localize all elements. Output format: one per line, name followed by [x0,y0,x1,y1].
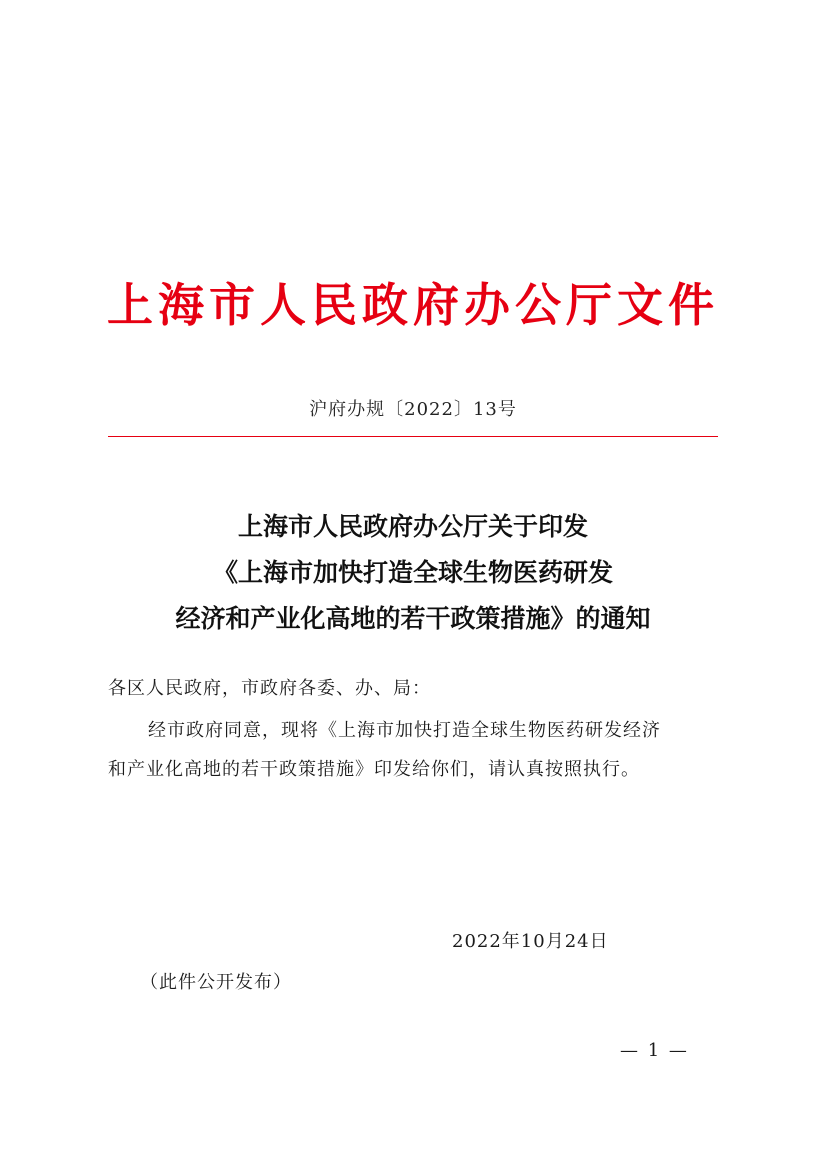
document-title [0,504,826,642]
salutation: 各区人民政府，市政府各委、办、局： [108,678,431,699]
publish-note: （此件公开发布） [140,972,292,993]
title-line: 经济和产业化高地的若干政策措施》的通知 [175,604,651,633]
document-number: 沪府办规〔2022〕13号 [309,399,517,420]
issuer-header: 上海市人民政府办公厅文件 [107,278,719,332]
paragraph-line: 和产业化高地的若干政策措施》印发给你们，请认真按照执行。 [108,759,640,780]
title-line: 《上海市加快打造全球生物医药研发 [212,558,613,587]
body-paragraph [108,711,720,789]
page-number: — 1 — [620,1040,689,1061]
paragraph-line: 经市政府同意，现将《上海市加快打造全球生物医药研发经济 [148,720,661,741]
red-divider-line [108,436,718,437]
title-line: 上海市人民政府办公厅关于印发 [237,512,588,541]
issue-date: 2022年10月24日 [452,931,609,952]
